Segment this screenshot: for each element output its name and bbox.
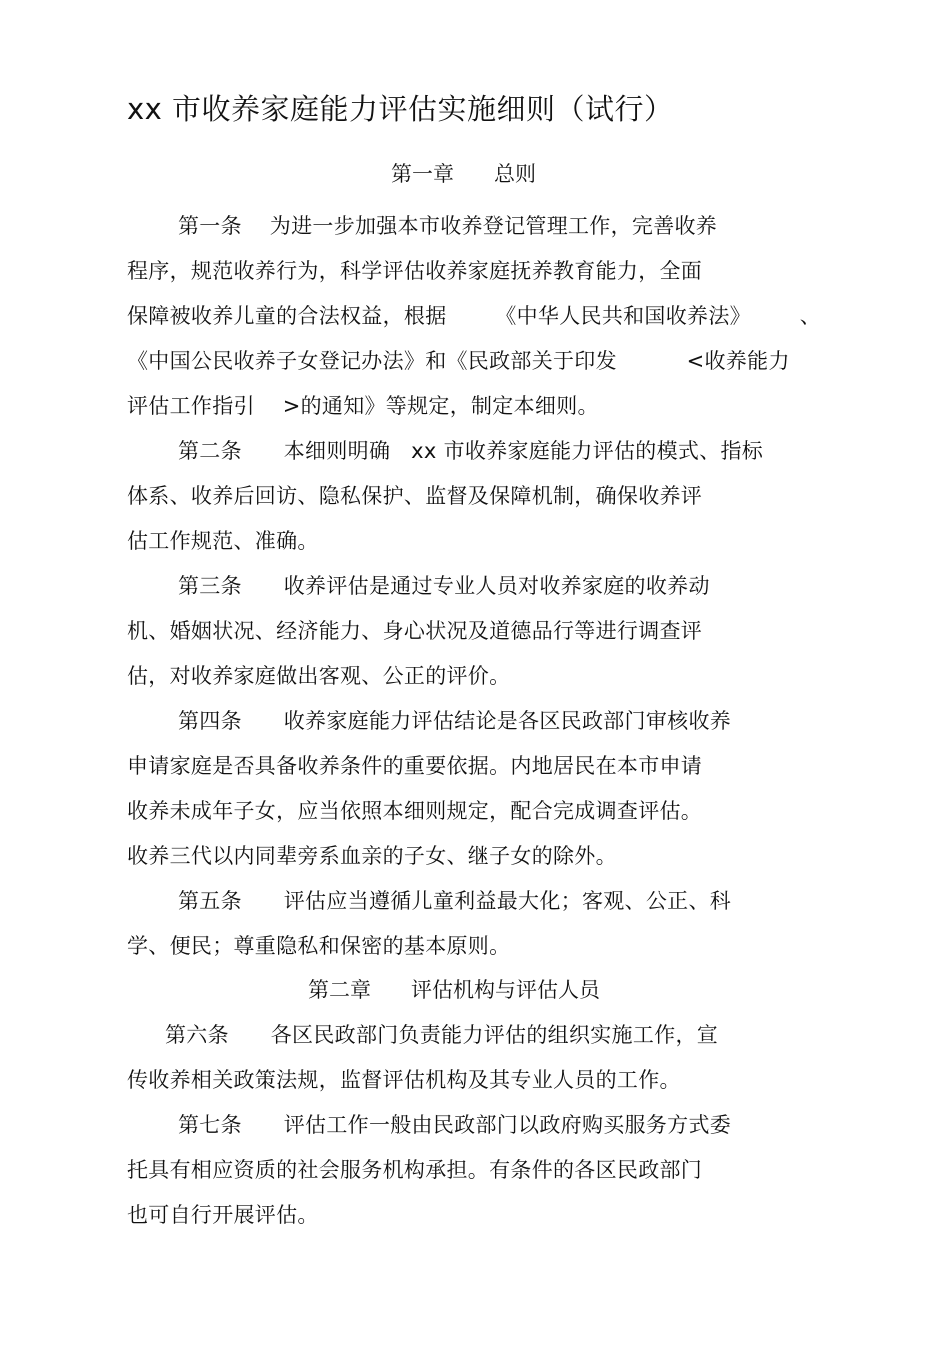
- chapter-heading-2: 第二章 评估机构与评估人员: [308, 978, 601, 1002]
- article-2-line-3: 估工作规范、准确。: [127, 529, 319, 553]
- article-6-line-1: 第六条 各区民政部门负责能力评估的组织实施工作，宣: [165, 1023, 719, 1047]
- article-4-line-3: 收养未成年子女，应当依照本细则规定，配合完成调查评估。: [127, 799, 703, 823]
- article-1-line-5: 评估工作指引 >的通知》等规定，制定本细则。: [127, 394, 599, 418]
- article-5-line-1: 第五条 评估应当遵循儿童利益最大化；客观、公正、科: [178, 889, 732, 913]
- article-7-line-1: 第七条 评估工作一般由民政部门以政府购买服务方式委: [178, 1113, 732, 1137]
- article-2-line-2: 体系、收养后回访、隐私保护、监督及保障机制，确保收养评: [127, 484, 703, 508]
- article-1-line-3: 保障被收养儿童的合法权益，根据 《中华人民共和国收养法》 、: [127, 304, 822, 328]
- article-7-line-3: 也可自行开展评估。: [127, 1203, 319, 1227]
- chapter-heading-1: 第一章 总则: [391, 162, 537, 186]
- article-3-line-2: 机、婚姻状况、经济能力、身心状况及道德品行等进行调查评: [127, 619, 703, 643]
- article-2-line-1: 第二条 本细则明确 xx 市收养家庭能力评估的模式、指标: [178, 439, 764, 463]
- article-1-line-2: 程序，规范收养行为，科学评估收养家庭抚养教育能力，全面: [127, 259, 703, 283]
- article-6-line-2: 传收养相关政策法规，监督评估机构及其专业人员的工作。: [127, 1068, 681, 1092]
- document-title: xx 市收养家庭能力评估实施细则（试行）: [127, 92, 674, 126]
- article-4-line-4: 收养三代以内同辈旁系血亲的子女、继子女的除外。: [127, 844, 617, 868]
- article-1-line-1: 第一条 为进一步加强本市收养登记管理工作，完善收养: [178, 214, 718, 238]
- article-3-line-3: 估，对收养家庭做出客观、公正的评价。: [127, 664, 511, 688]
- article-5-line-2: 学、便民；尊重隐私和保密的基本原则。: [127, 934, 511, 958]
- article-3-line-1: 第三条 收养评估是通过专业人员对收养家庭的收养动: [178, 574, 710, 598]
- article-4-line-1: 第四条 收养家庭能力评估结论是各区民政部门审核收养: [178, 709, 732, 733]
- article-7-line-2: 托具有相应资质的社会服务机构承担。有条件的各区民政部门: [127, 1158, 703, 1182]
- article-4-line-2: 申请家庭是否具备收养条件的重要依据。内地居民在本市申请: [127, 754, 703, 778]
- article-1-line-4: 《中国公民收养子女登记办法》和《民政部关于印发 <收养能力: [127, 349, 790, 373]
